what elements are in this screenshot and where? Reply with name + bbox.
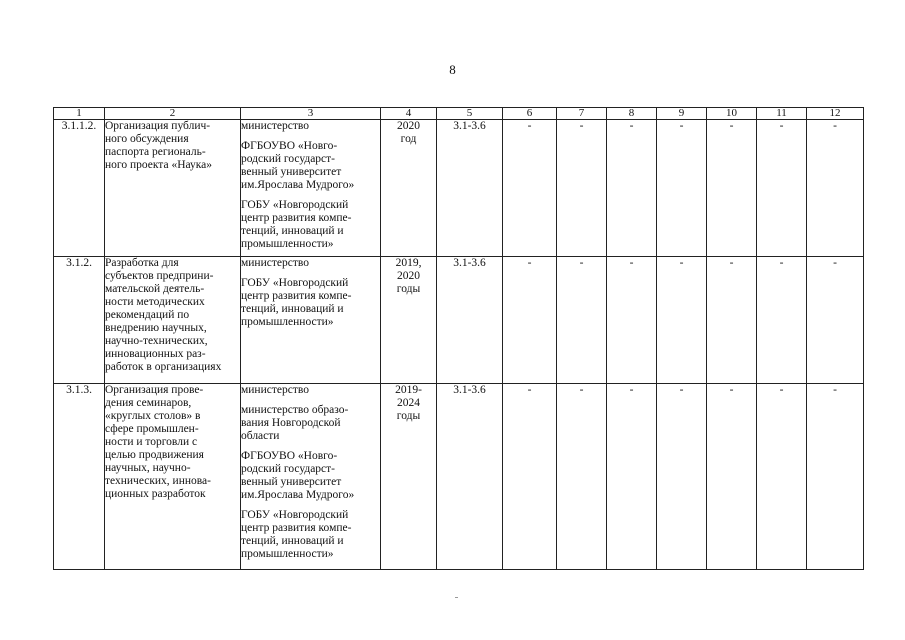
column-header: 4 [381,108,437,120]
executor: министерство образо- вания Новгородской области [241,404,349,442]
executor: министерство [241,257,309,269]
executor: ГОБУ «Новгородский центр развития компе- тенций, инноваций и промышленности» [241,277,352,328]
table-row [54,257,864,384]
value-cell: - [657,257,707,384]
value-cell: - [807,257,864,384]
period-cell: 2020 год [381,120,437,257]
column-header: 11 [757,108,807,120]
value-cell: - [657,384,707,570]
value-cell: - [607,257,657,384]
value-cell: - [757,257,807,384]
value-cell: - [503,257,557,384]
value-cell: - [557,120,607,257]
activity-name: Организация прове- дения семинаров, «круглых столов» в сфере промышлен- ности и торговли с целью продвижения научных, научно- технических, иннова- ционных разработок [105,384,241,570]
row-number: 3.1.3. [54,384,105,570]
period-cell: 2019, 2020 годы [381,257,437,384]
indicators-cell: 3.1-3.6 [437,120,503,257]
scan-artifact [455,597,458,598]
column-header: 7 [557,108,607,120]
column-header: 6 [503,108,557,120]
executor: ФГБОУВО «Новго- родский государст- венный университет им.Ярослава Мудрого» [241,140,355,191]
executors-cell [241,257,381,384]
column-header: 12 [807,108,864,120]
page-number: 8 [449,62,456,77]
indicators-cell: 3.1-3.6 [437,384,503,570]
activity-name: Организация публич- ного обсуждения паспорта региональ- ного проекта «Наука» [105,120,241,257]
value-cell: - [757,120,807,257]
header-row [54,108,864,120]
executor: ФГБОУВО «Новго- родский государст- венный университет им.Ярослава Мудрого» [241,450,355,501]
executor: ГОБУ «Новгородский центр развития компе- тенций, инноваций и промышленности» [241,199,352,250]
column-header: 1 [54,108,105,120]
value-cell: - [503,384,557,570]
column-header: 5 [437,108,503,120]
value-cell: - [557,257,607,384]
table-row [54,120,864,257]
value-cell: - [707,384,757,570]
column-header: 3 [241,108,381,120]
value-cell: - [607,120,657,257]
executor: министерство [241,120,309,132]
activity-table [53,107,864,570]
value-cell: - [807,120,864,257]
value-cell: - [757,384,807,570]
value-cell: - [503,120,557,257]
executor: ГОБУ «Новгородский центр развития компе- тенций, инноваций и промышленности» [241,509,352,560]
column-header: 2 [105,108,241,120]
value-cell: - [807,384,864,570]
value-cell: - [707,257,757,384]
value-cell: - [607,384,657,570]
row-number: 3.1.1.2. [54,120,105,257]
executors-cell [241,384,381,570]
column-header: 8 [607,108,657,120]
row-number: 3.1.2. [54,257,105,384]
column-header: 10 [707,108,757,120]
value-cell: - [657,120,707,257]
period-cell: 2019- 2024 годы [381,384,437,570]
activity-name: Разработка для субъектов предприни- мательской деятель- ности методических рекомендаций по внедрению научных, научно-технических, инновационных раз- работок в организациях [105,257,241,384]
executor: министерство [241,384,309,396]
executors-cell [241,120,381,257]
indicators-cell: 3.1-3.6 [437,257,503,384]
value-cell: - [707,120,757,257]
column-header: 9 [657,108,707,120]
value-cell: - [557,384,607,570]
table-row [54,384,864,570]
